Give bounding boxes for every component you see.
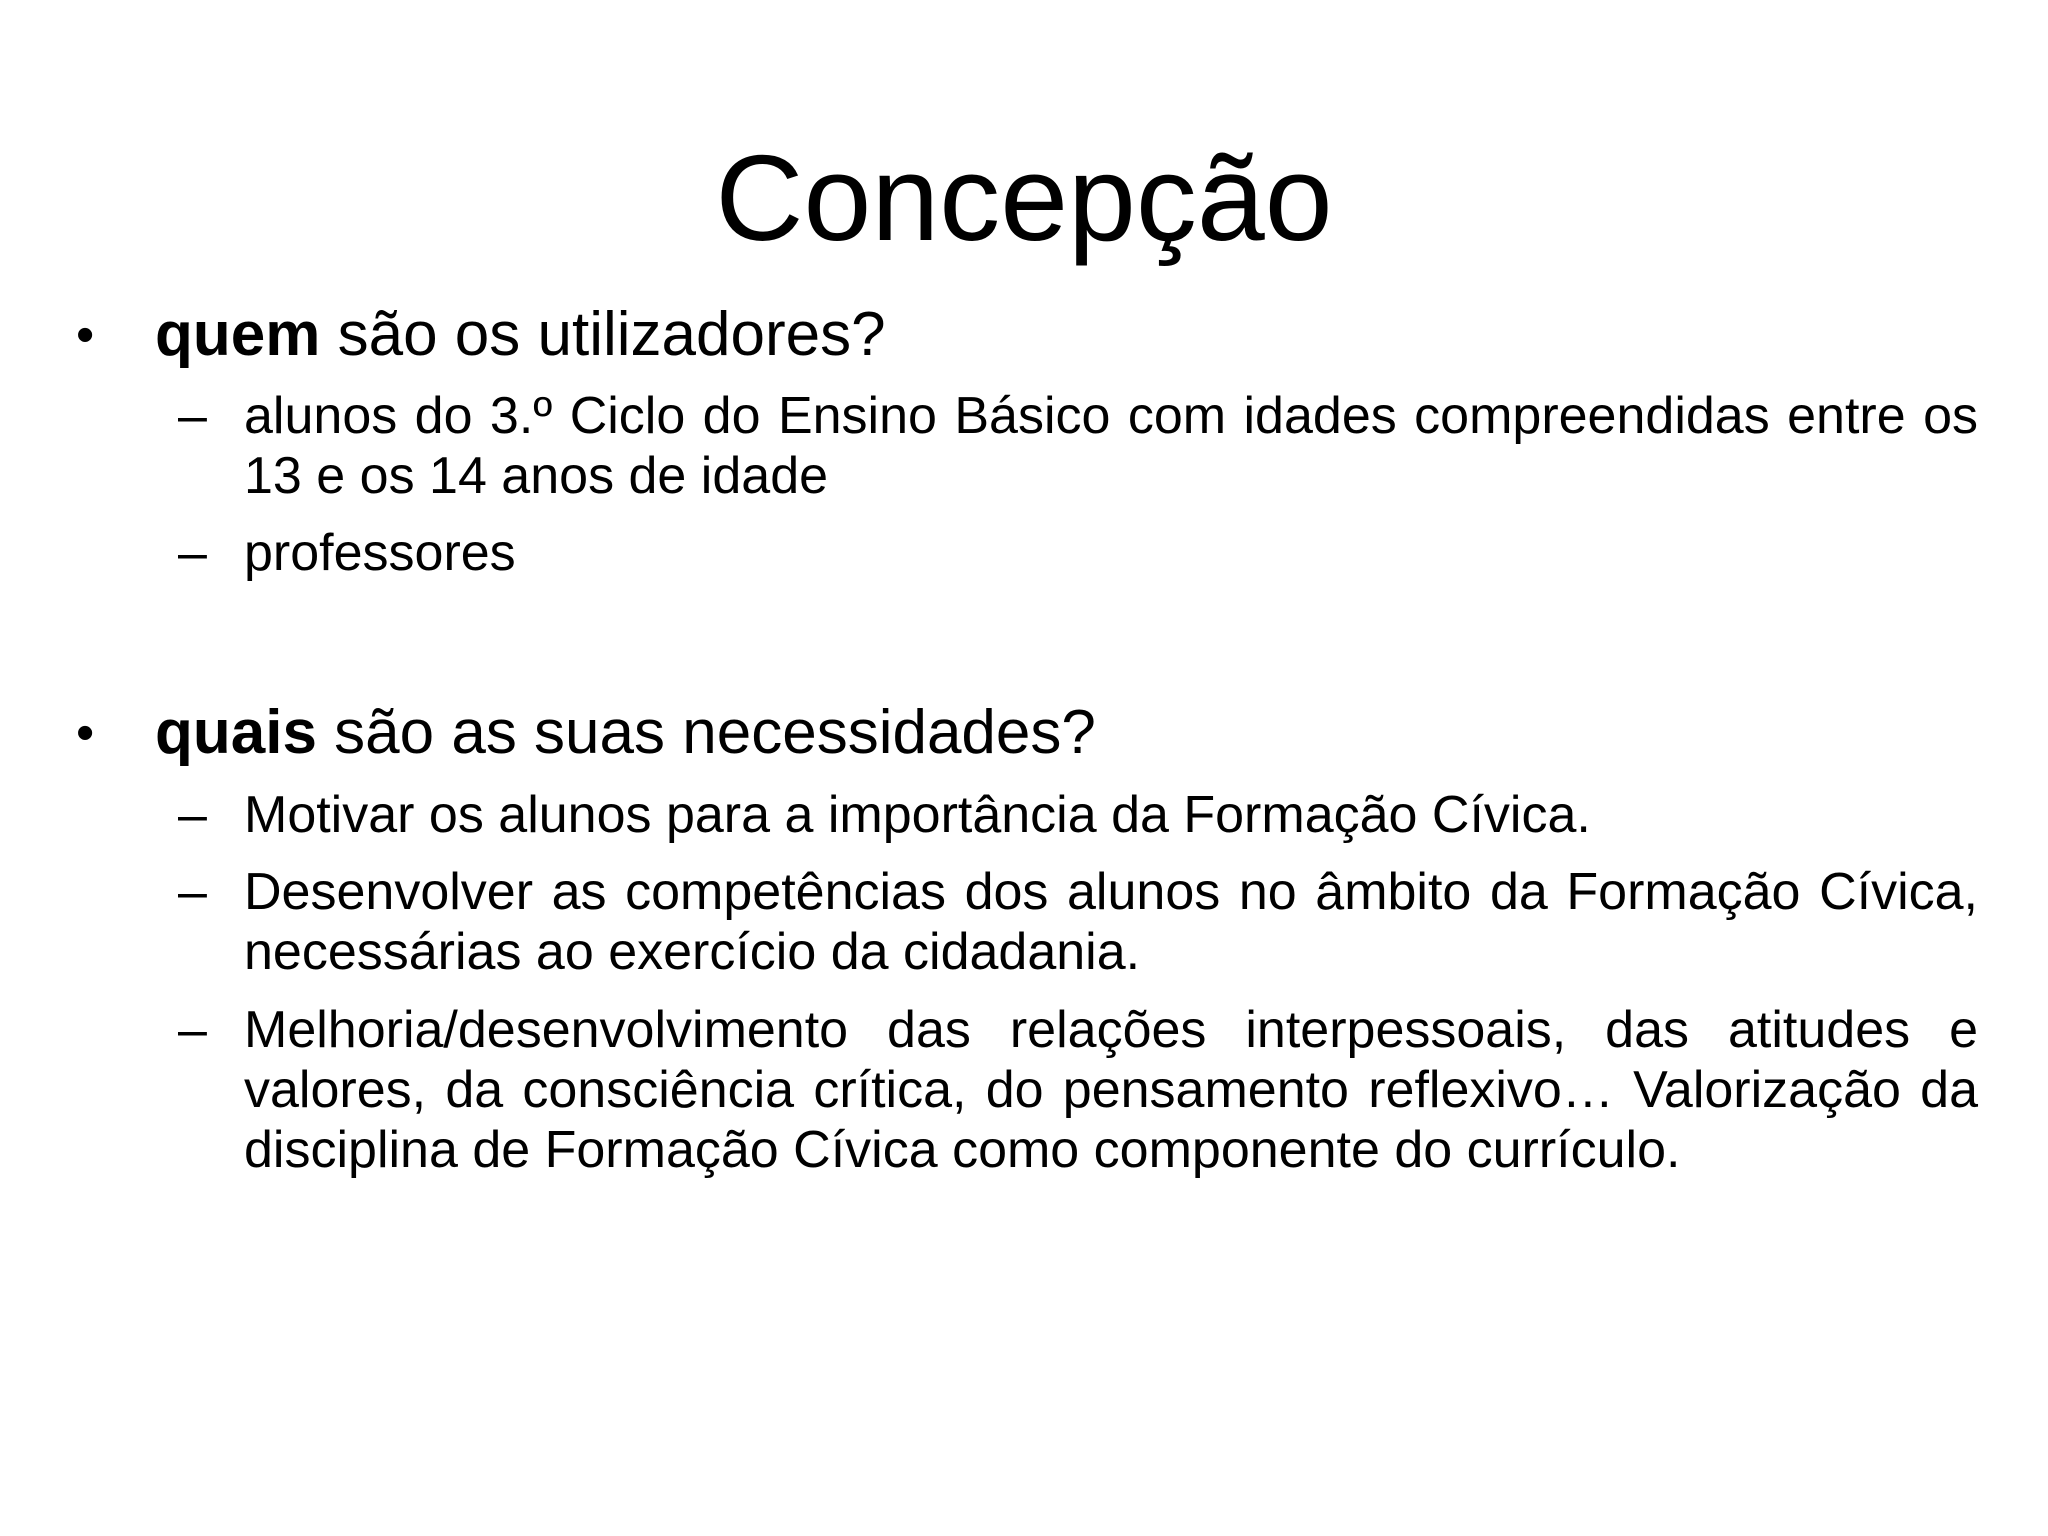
- bullet-text-quem: [155, 300, 886, 370]
- bullet-text-quais: [155, 698, 1096, 768]
- question-quais: são as suas necessidades?: [316, 698, 1096, 767]
- dash-icon: –: [178, 524, 207, 582]
- dash-icon: –: [178, 1001, 207, 1059]
- keyword-quem: quem: [155, 300, 321, 369]
- slide-title: Concepção: [715, 130, 1333, 266]
- sub-item-text: Melhoria/desenvolvimento das relações interpessoais, das atitudes e valores, da consciência crítica, do pensamento reflexivo… Valorização da disciplina de Formação Cívica como componente do currículo.: [244, 1001, 1978, 1179]
- keyword-quais: quais: [155, 698, 317, 767]
- dash-icon: –: [178, 863, 207, 921]
- bullet-icon: •: [76, 704, 95, 762]
- sub-item-text: professores: [244, 524, 516, 582]
- dash-icon: –: [178, 387, 207, 445]
- question-quem: são os utilizadores?: [320, 300, 886, 369]
- sub-item-text: Motivar os alunos para a importância da Formação Cívica.: [244, 786, 1591, 844]
- sub-item-text: Desenvolver as competências dos alunos no âmbito da Formação Cívica, necessárias ao exercício da cidadania.: [244, 863, 1978, 981]
- bullet-icon: •: [76, 306, 95, 364]
- sub-item-text: alunos do 3.º Ciclo do Ensino Básico com idades compreendidas entre os 13 e os 14 anos de idade: [244, 387, 1978, 505]
- dash-icon: –: [178, 786, 207, 844]
